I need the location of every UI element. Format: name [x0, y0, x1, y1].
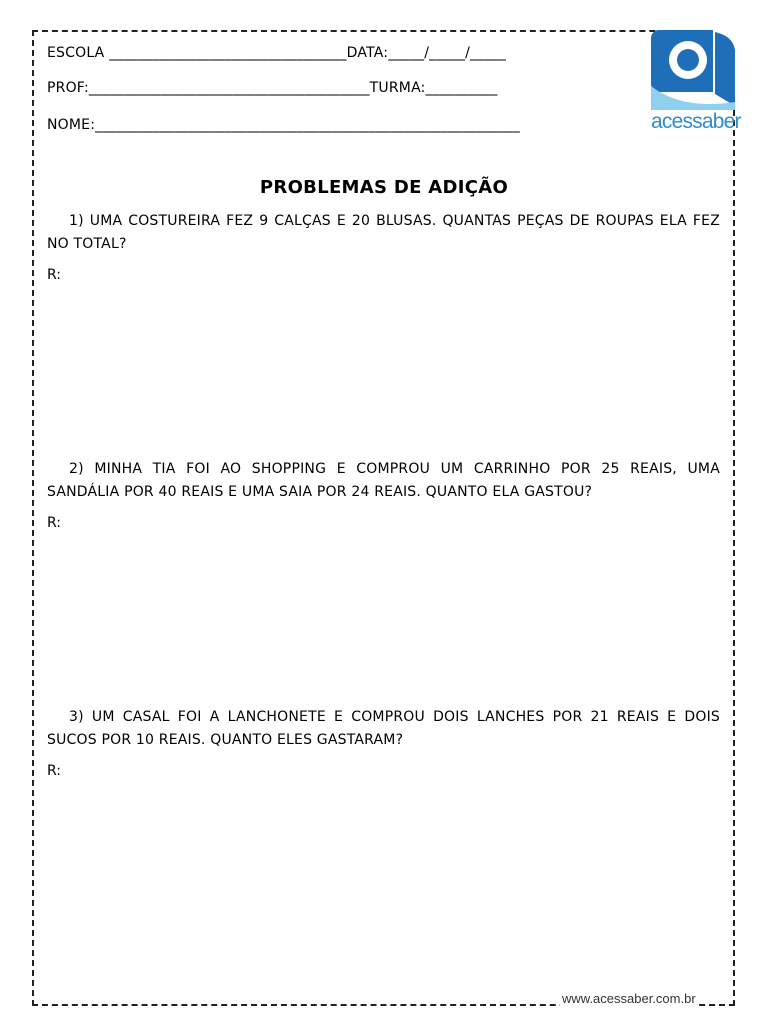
- footer-url: www.acessaber.com.br: [562, 991, 696, 1006]
- name-line: NOME:___________________________________________________________: [47, 117, 520, 133]
- logo-text: acessaber: [651, 110, 741, 133]
- question-2: 2) MINHA TIA FOI AO SHOPPING E COMPROU UM CARRINHO POR 25 REAIS, UMA SANDÁLIA POR 40 REAIS E UMA SAIA POR 24 REAIS. QUANTO ELA GASTOU?: [47, 461, 720, 500]
- acessaber-logo: [651, 30, 741, 134]
- question-3: 3) UM CASAL FOI A LANCHONETE E COMPROU DOIS LANCHES POR 21 REAIS E DOIS SUCOS POR 10 REAIS. QUANTO ELES GASTARAM?: [47, 709, 720, 748]
- teacher-class-line: PROF:_______________________________________TURMA:__________: [47, 80, 498, 96]
- page-title: PROBLEMAS DE ADIÇÃO: [259, 177, 509, 198]
- answer-label-2: R:: [47, 515, 62, 531]
- answer-label-3: R:: [47, 763, 62, 779]
- school-date-line: ESCOLA _________________________________DATA:_____/_____/_____: [47, 45, 507, 61]
- answer-label-1: R:: [47, 267, 62, 283]
- question-1: 1) UMA COSTUREIRA FEZ 9 CALÇAS E 20 BLUSAS. QUANTAS PEÇAS DE ROUPAS ELA FEZ NO TOTAL?: [47, 213, 720, 252]
- logo-figure-icon: [651, 30, 737, 112]
